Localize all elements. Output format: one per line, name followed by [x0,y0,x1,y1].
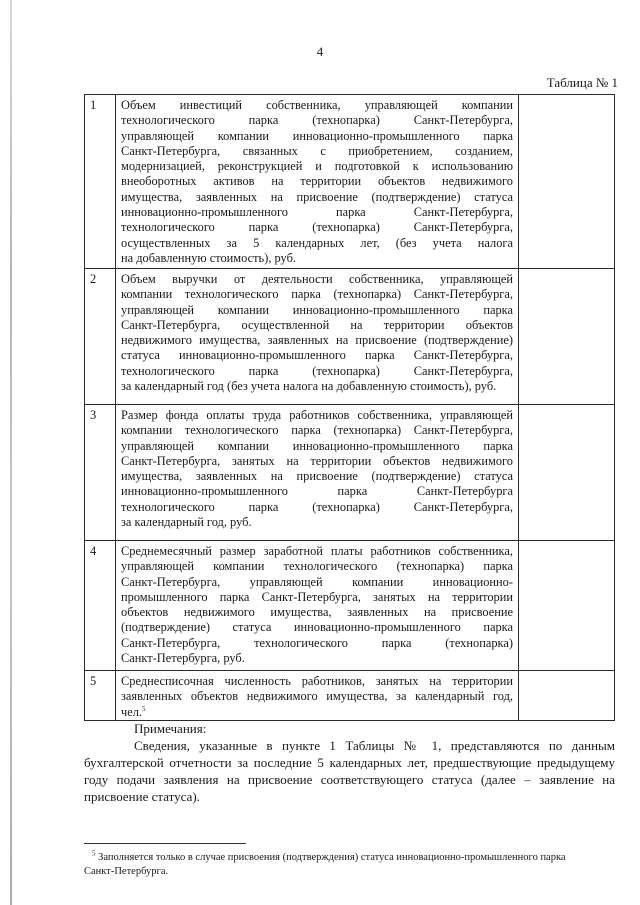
table-caption: Таблица № 1 [546,75,618,90]
text-line: статуса инновационно-промышленного парка Санкт-Петербурга, [121,348,513,363]
notes-line: присвоение статуса). [84,789,200,804]
text-line: объектов недвижимого имущества, заявленных на присвоение [121,605,513,620]
text-line: инновационно-промышленного парка Санкт-Петербурга, [121,205,513,220]
text-line: Среднесписочная численность работников, занятых на территории [121,674,513,688]
value-cell [519,269,615,405]
value-cell [519,95,615,269]
row-number: 2 [85,269,116,405]
notes-title: Примечания: [134,721,207,736]
text-line: управляющей компании инновационно-промышленного парка [121,302,513,317]
text-line: Размер фонда оплаты труда работников собственника, управляющей [121,408,513,422]
table-row [85,95,615,269]
text-line: заявленных объектов недвижимого имущества, за календарный год, [121,689,513,704]
row-text [116,671,519,721]
notes-line: бухгалтерской отчетности за последние 5 календарных лет, предшествующие предыдущему [84,755,615,770]
text-line: Санкт-Петербурга, связанных с приобретением, созданием, [121,143,513,158]
table-row [85,269,615,405]
text-line: модернизацией, реконструкцией и подготовкой к использованию [121,159,513,174]
value-cell [519,671,615,721]
row-text [116,541,519,671]
text-line: недвижимого имущества, заявленных на присвоение (подтверждение) [121,333,513,348]
text-line: управляющей компании инновационно-промышленного парка [121,438,513,453]
row-text [116,269,519,405]
text-line: Санкт-Петербурга, управляющей компании инновационно- [121,574,513,589]
text-line: промышленного парка Санкт-Петербурга, занятых на территории [121,589,513,604]
text-line: Среднемесячный размер заработной платы работников собственника, [121,544,513,558]
row-number: 1 [85,95,116,269]
text-line: технологического парка (технопарка) Санкт-Петербурга, [121,499,513,514]
text-line: технологического парка (технопарка) Санкт-Петербурга, [121,220,513,235]
text-fragment: чел. [121,704,143,719]
text-line: имущества, заявленных на присвоение (подтверждение) статуса [121,189,513,204]
text-line: Санкт-Петербурга, занятых на территории объектов недвижимого [121,453,513,468]
text-line: компании технологического парка (технопарка) Санкт-Петербурга, [121,287,513,302]
text-line: осуществленных за 5 календарных лет, (без учета налога [121,235,513,250]
value-cell [519,405,615,541]
text-line [121,705,513,720]
page-number: 4 [316,44,324,59]
text-line: управляющей компании инновационно-промышленного парка [121,128,513,143]
text-line: инновационно-промышленного парка Санкт-Петербурга [121,484,513,499]
table-row [85,541,615,671]
row-number: 5 [85,671,116,721]
row-text [116,95,519,269]
scan-edge [10,0,12,905]
text-line: (подтверждение) статуса инновационно-промышленного парка [121,620,513,635]
text-line: технологического парка (технопарка) Санкт-Петербурга, [121,363,513,378]
notes-body [84,737,615,805]
row-number: 4 [85,541,116,671]
notes-line: году подачи заявления на присвоение соответствующего статуса (далее – заявление на [84,772,615,787]
footnote [84,851,615,879]
text-line: внеоборотных активов на территории объектов недвижимого [121,174,513,189]
footnote-text: Заполняется только в случае присвоения (подтверждения) статуса инновационно-промышленного парка [98,852,566,863]
footnote-mark: 5 [92,849,96,858]
text-line: Санкт-Петербурга, осуществленной на территории объектов [121,317,513,332]
row-text [116,405,519,541]
row-number: 3 [85,405,116,541]
text-line: управляющей компании технологического (технопарка) парка [121,559,513,574]
footnote-divider [84,843,246,844]
text-line: технологического парка (технопарка) Санкт-Петербурга, [121,113,513,128]
notes-line: Сведения, указанные в пункте 1 Таблицы № 1, представляются по данным [134,738,615,753]
footnote-line [84,851,615,865]
text-line: на добавленную стоимость), руб. [121,250,296,265]
footnote-ref: 5 [142,704,146,713]
value-cell [519,541,615,671]
text-line: за календарный год, руб. [121,515,252,530]
table-row [85,671,615,721]
text-line: Санкт-Петербурга, технологического парка (технопарка) [121,635,513,650]
indicator-table [84,94,615,721]
text-line: за календарный год (без учета налога на добавленную стоимость), руб. [121,379,497,394]
text-line: имущества, заявленных на присвоение (подтверждение) статуса [121,469,513,484]
text-line: Санкт-Петербурга, руб. [121,651,245,666]
text-line: Объем инвестиций собственника, управляющей компании [121,98,513,112]
table-row [85,405,615,541]
notes-section [84,720,615,805]
footnote-line: Санкт-Петербурга. [84,866,169,877]
text-line: компании технологического парка (технопарка) Санкт-Петербурга, [121,423,513,438]
text-line: Объем выручки от деятельности собственника, управляющей [121,272,513,286]
